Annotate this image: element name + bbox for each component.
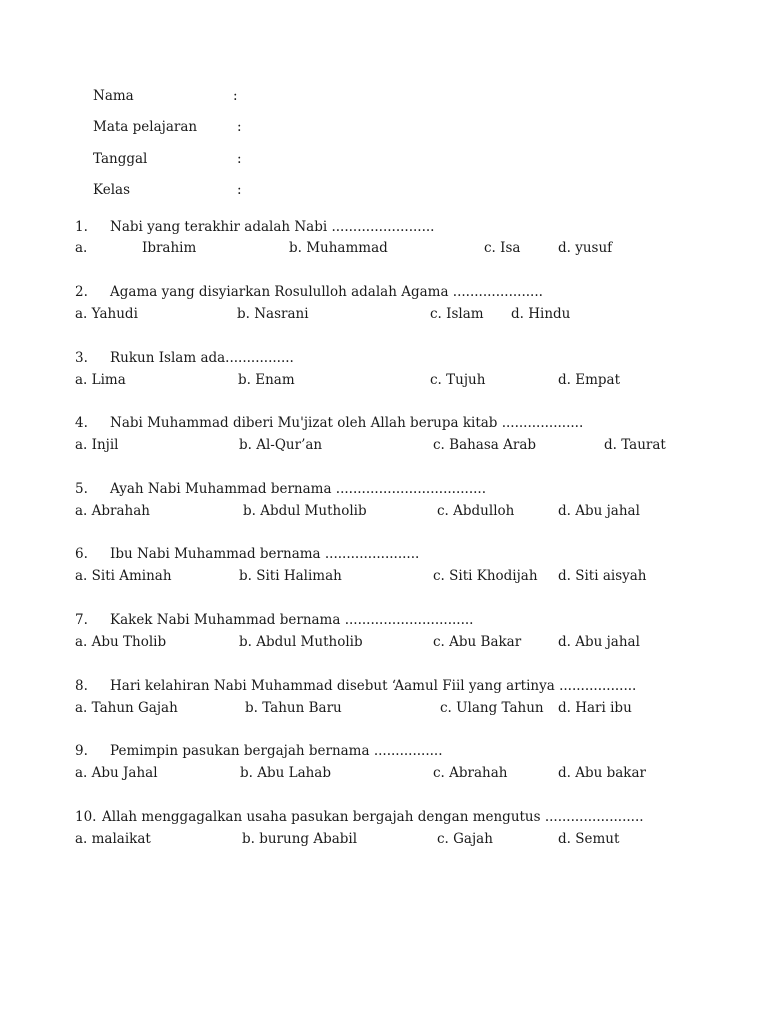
option-d: d. Hari ibu bbox=[558, 700, 632, 716]
option-a: a. Abu Jahal bbox=[75, 765, 158, 781]
field-colon: : bbox=[237, 151, 242, 167]
question-number: 9. bbox=[75, 743, 88, 759]
options-8 bbox=[0, 700, 768, 718]
question-4 bbox=[0, 415, 768, 433]
option-d: d. Abu jahal bbox=[558, 634, 640, 650]
option-d: d. Abu jahal bbox=[558, 503, 640, 519]
option-c: c. Islam bbox=[430, 306, 484, 322]
option-a: a. Abrahah bbox=[75, 503, 150, 519]
question-10 bbox=[0, 809, 768, 827]
question-8 bbox=[0, 678, 768, 696]
option-c: c. Tujuh bbox=[430, 372, 486, 388]
question-text: Agama yang disyiarkan Rosululloh adalah Agama ..................... bbox=[110, 284, 543, 300]
header-field-tanggal bbox=[0, 151, 300, 169]
options-6 bbox=[0, 568, 768, 586]
question-9 bbox=[0, 743, 768, 761]
option-c: c. Abu Bakar bbox=[433, 634, 522, 650]
options-5 bbox=[0, 503, 768, 521]
question-text: Nabi yang terakhir adalah Nabi ........................ bbox=[110, 219, 435, 235]
question-number: 7. bbox=[75, 612, 88, 628]
option-b: b. Abdul Mutholib bbox=[239, 634, 363, 650]
option-a: a. Lima bbox=[75, 372, 126, 388]
options-3 bbox=[0, 372, 768, 390]
field-label: Nama bbox=[93, 88, 134, 104]
options-10 bbox=[0, 831, 768, 849]
option-c: c. Siti Khodijah bbox=[433, 568, 538, 584]
question-text: Nabi Muhammad diberi Mu'jizat oleh Allah berupa kitab ................... bbox=[110, 415, 584, 431]
field-colon: : bbox=[237, 119, 242, 135]
option-c: c. Abdulloh bbox=[437, 503, 515, 519]
question-number: 3. bbox=[75, 350, 88, 366]
question-text: Kakek Nabi Muhammad bernama .............................. bbox=[110, 612, 474, 628]
question-number: 6. bbox=[75, 546, 88, 562]
option-c: c. Ulang Tahun bbox=[440, 700, 544, 716]
field-label: Mata pelajaran bbox=[93, 119, 198, 135]
question-number: 5. bbox=[75, 481, 88, 497]
question-text: Hari kelahiran Nabi Muhammad disebut ‘Aamul Fiil yang artinya .................. bbox=[110, 678, 637, 694]
option-c: c. Gajah bbox=[437, 831, 493, 847]
field-colon: : bbox=[233, 88, 238, 104]
option-d: d. Abu bakar bbox=[558, 765, 646, 781]
options-1 bbox=[0, 240, 768, 258]
option-a: a. malaikat bbox=[75, 831, 151, 847]
question-text: Ayah Nabi Muhammad bernama ................................... bbox=[110, 481, 486, 497]
option-d: d. Semut bbox=[558, 831, 620, 847]
option-a: a. Siti Aminah bbox=[75, 568, 172, 584]
options-4 bbox=[0, 437, 768, 455]
question-7 bbox=[0, 612, 768, 630]
option-d: d. Taurat bbox=[604, 437, 666, 453]
option-b: b. burung Ababil bbox=[242, 831, 358, 847]
field-colon: : bbox=[237, 182, 242, 198]
option-b: b. Tahun Baru bbox=[245, 700, 342, 716]
option-c: c. Isa bbox=[484, 240, 521, 256]
question-number: 1. bbox=[75, 219, 88, 235]
field-label: Tanggal bbox=[93, 151, 148, 167]
question-5 bbox=[0, 481, 768, 499]
option-c: c. Bahasa Arab bbox=[433, 437, 537, 453]
option-d: d. yusuf bbox=[558, 240, 613, 256]
option-c: c. Abrahah bbox=[433, 765, 508, 781]
option-a: a. Abu Tholib bbox=[75, 634, 167, 650]
question-number: 8. bbox=[75, 678, 88, 694]
header-field-mata-pelajaran bbox=[0, 119, 300, 137]
question-number: 4. bbox=[75, 415, 88, 431]
question-3 bbox=[0, 350, 768, 368]
option-b: b. Nasrani bbox=[237, 306, 309, 322]
option-a: a. Tahun Gajah bbox=[75, 700, 178, 716]
question-number: 10. bbox=[75, 809, 97, 825]
question-text: Ibu Nabi Muhammad bernama ...................... bbox=[110, 546, 420, 562]
options-9 bbox=[0, 765, 768, 783]
question-text: Pemimpin pasukan bergajah bernama ................ bbox=[110, 743, 443, 759]
option-a: a. Yahudi bbox=[75, 306, 138, 322]
option-a: a. bbox=[75, 240, 88, 256]
option-b: b. Siti Halimah bbox=[239, 568, 342, 584]
header-field-kelas bbox=[0, 182, 300, 200]
options-2 bbox=[0, 306, 768, 324]
field-label: Kelas bbox=[93, 182, 131, 198]
question-6 bbox=[0, 546, 768, 564]
option-d: d. Hindu bbox=[511, 306, 571, 322]
question-2 bbox=[0, 284, 768, 302]
option-b: b. Al-Qur’an bbox=[239, 437, 323, 453]
option-a-text: Ibrahim bbox=[142, 240, 197, 256]
option-b: b. Abu Lahab bbox=[240, 765, 331, 781]
option-b: b. Enam bbox=[238, 372, 295, 388]
question-1 bbox=[0, 219, 768, 237]
option-b: b. Muhammad bbox=[289, 240, 388, 256]
options-7 bbox=[0, 634, 768, 652]
option-a: a. Injil bbox=[75, 437, 119, 453]
question-text: Allah menggagalkan usaha pasukan bergajah dengan mengutus ....................... bbox=[102, 809, 644, 825]
question-number: 2. bbox=[75, 284, 88, 300]
header-field-nama bbox=[0, 88, 300, 106]
option-d: d. Siti aisyah bbox=[558, 568, 647, 584]
option-b: b. Abdul Mutholib bbox=[243, 503, 367, 519]
option-d: d. Empat bbox=[558, 372, 620, 388]
question-text: Rukun Islam ada................ bbox=[110, 350, 294, 366]
